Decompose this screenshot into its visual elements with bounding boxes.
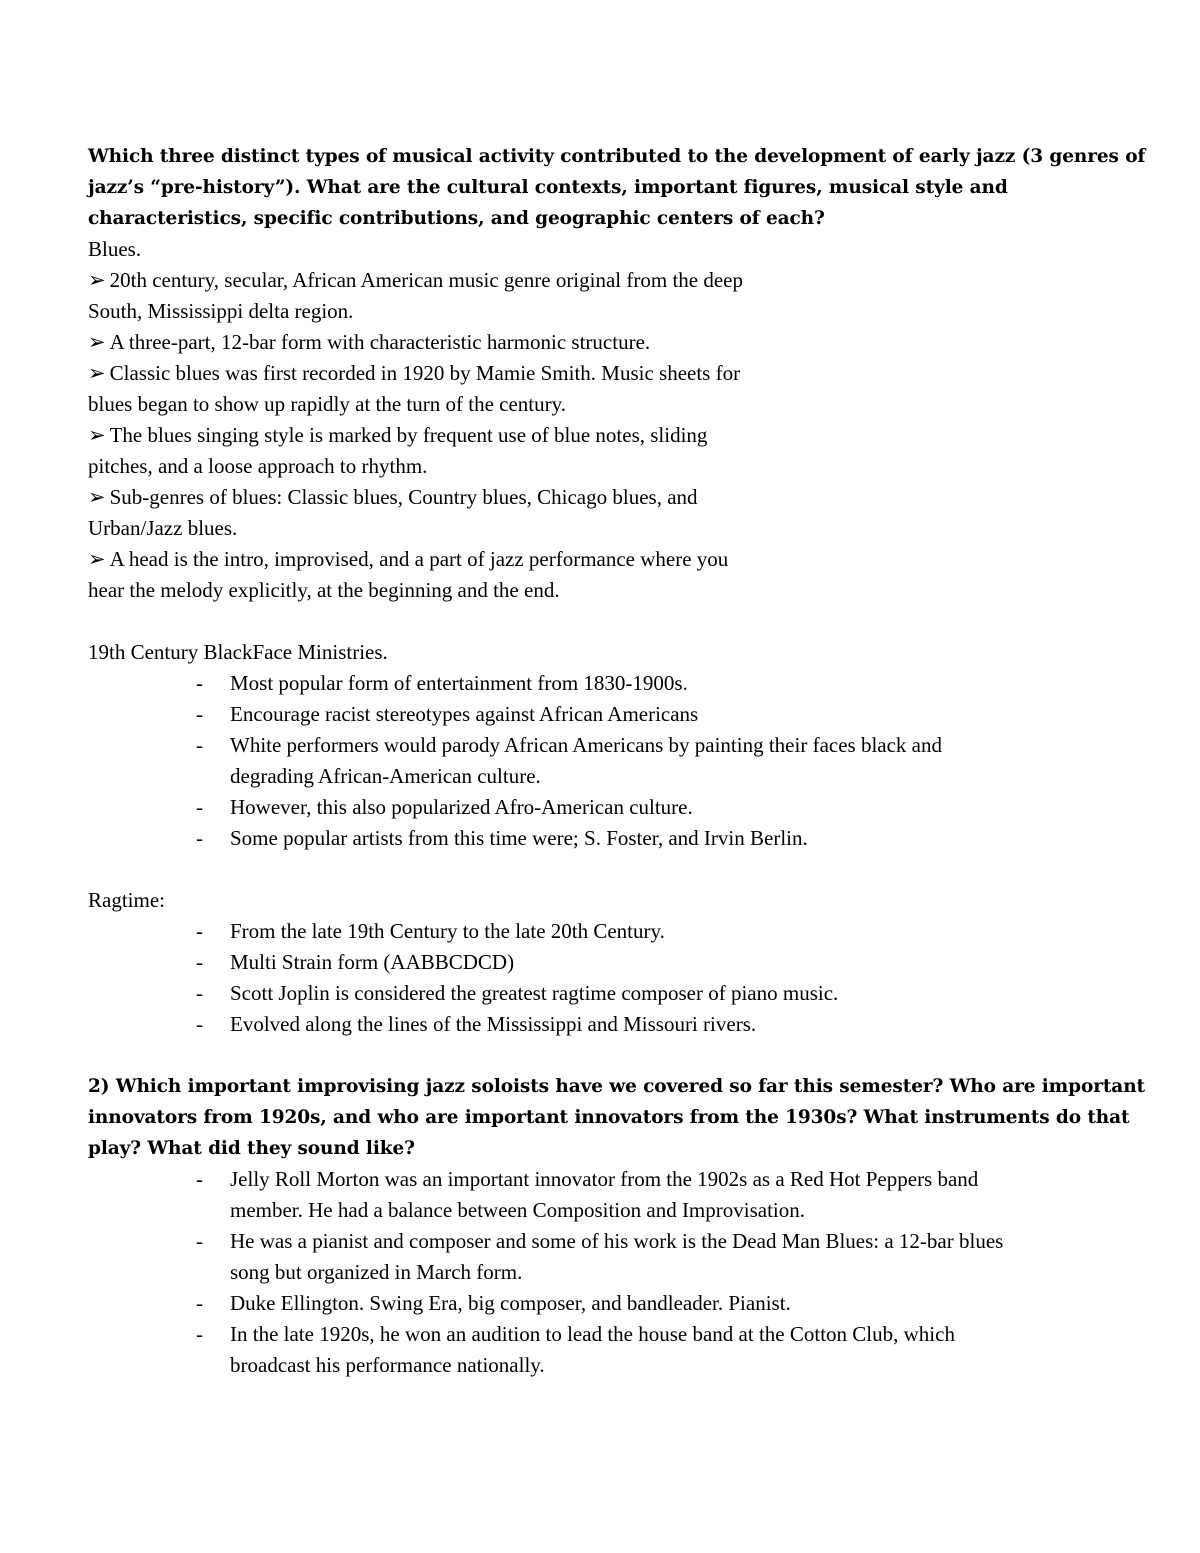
list-item: - He was a pianist and composer and some of his work is the Dead Man Blues: a 12-bar blues song but organized in March form. — [88, 1226, 1128, 1288]
arrow-bullet-icon: ➢ — [88, 485, 106, 509]
dash-bullet-icon: - — [196, 981, 203, 1005]
blues-item: ➢ The blues singing style is marked by frequent use of blue notes, sliding — [88, 423, 708, 447]
question-1-line: jazz’s “pre-history”). What are the cultural contexts, important figures, musical style and — [88, 177, 1008, 198]
question-2 — [88, 1071, 1145, 1164]
list-item: - Scott Joplin is considered the greatest ragtime composer of piano music. — [88, 978, 1128, 1009]
list-item: - Multi Strain form (AABBCDCD) — [88, 947, 1128, 978]
question-1 — [88, 141, 1146, 234]
blues-section — [88, 234, 1128, 1071]
dash-bullet-icon: - — [196, 733, 203, 757]
ragtime-list — [88, 916, 1128, 1040]
blues-item-continuation: hear the melody explicitly, at the beginning and the end. — [88, 578, 560, 602]
list-item: - Encourage racist stereotypes against African Americans — [88, 699, 1128, 730]
dash-bullet-icon: - — [196, 1167, 203, 1191]
question-1-line: characteristics, specific contributions, and geographic centers of each? — [88, 208, 825, 229]
blues-item: ➢ Sub-genres of blues: Classic blues, Country blues, Chicago blues, and — [88, 485, 698, 509]
blues-item: ➢ 20th century, secular, African American music genre original from the deep — [88, 268, 744, 292]
list-item: - In the late 1920s, he won an audition to lead the house band at the Cotton Club, which broadcast his performance nationally. — [88, 1319, 1128, 1381]
list-item: - From the late 19th Century to the late 20th Century. — [88, 916, 1128, 947]
minstrels-heading: 19th Century BlackFace Ministries. — [88, 640, 388, 664]
soloists-list — [88, 1164, 1128, 1381]
document-body — [88, 141, 1146, 1381]
arrow-bullet-icon: ➢ — [88, 423, 106, 447]
dash-bullet-icon: - — [196, 1291, 203, 1315]
dash-bullet-icon: - — [196, 919, 203, 943]
arrow-bullet-icon: ➢ — [88, 330, 106, 354]
dash-bullet-icon: - — [196, 795, 203, 819]
spacer — [88, 854, 1128, 885]
dash-bullet-icon: - — [196, 826, 203, 850]
minstrels-list — [88, 668, 1128, 854]
blues-heading: Blues. — [88, 237, 142, 261]
arrow-bullet-icon: ➢ — [88, 547, 106, 571]
blues-item-continuation: Urban/Jazz blues. — [88, 516, 238, 540]
blues-item: ➢ Classic blues was first recorded in 1920 by Mamie Smith. Music sheets for — [88, 361, 741, 385]
dash-bullet-icon: - — [196, 671, 203, 695]
spacer — [88, 606, 1128, 637]
spacer — [88, 1040, 1128, 1071]
blues-item: ➢ A three-part, 12-bar form with characteristic harmonic structure. — [88, 330, 651, 354]
list-item: - Evolved along the lines of the Mississippi and Missouri rivers. — [88, 1009, 1128, 1040]
dash-bullet-icon: - — [196, 702, 203, 726]
blues-item: ➢ A head is the intro, improvised, and a part of jazz performance where you — [88, 547, 729, 571]
ragtime-heading: Ragtime: — [88, 888, 165, 912]
blues-item-continuation: pitches, and a loose approach to rhythm. — [88, 454, 428, 478]
list-item: - Most popular form of entertainment from 1830-1900s. — [88, 668, 1128, 699]
arrow-bullet-icon: ➢ — [88, 268, 106, 292]
list-item: - Duke Ellington. Swing Era, big composer, and bandleader. Pianist. — [88, 1288, 1128, 1319]
question-1-line: Which three distinct types of musical activity contributed to the development of early jazz (3 genres of — [88, 146, 1146, 167]
question-2-line: play? What did they sound like? — [88, 1138, 415, 1159]
arrow-bullet-icon: ➢ — [88, 361, 106, 385]
question-2-line: 2) Which important improvising jazz soloists have we covered so far this semester? Who are important — [88, 1076, 1145, 1097]
list-item: - However, this also popularized Afro-American culture. — [88, 792, 1128, 823]
list-item: - White performers would parody African Americans by painting their faces black and degrading African-American culture. — [88, 730, 1128, 792]
dash-bullet-icon: - — [196, 1012, 203, 1036]
blues-item-continuation: blues began to show up rapidly at the turn of the century. — [88, 392, 567, 416]
list-item: - Jelly Roll Morton was an important innovator from the 1902s as a Red Hot Peppers band member. He had a balance between Composition and Improvisation. — [88, 1164, 1128, 1226]
question-2-line: innovators from 1920s, and who are important innovators from the 1930s? What instruments do that — [88, 1107, 1130, 1128]
soloists-section — [88, 1164, 1128, 1381]
dash-bullet-icon: - — [196, 1322, 203, 1346]
dash-bullet-icon: - — [196, 950, 203, 974]
dash-bullet-icon: - — [196, 1229, 203, 1253]
blues-item-continuation: South, Mississippi delta region. — [88, 299, 354, 323]
list-item: - Some popular artists from this time were; S. Foster, and Irvin Berlin. — [88, 823, 1128, 854]
